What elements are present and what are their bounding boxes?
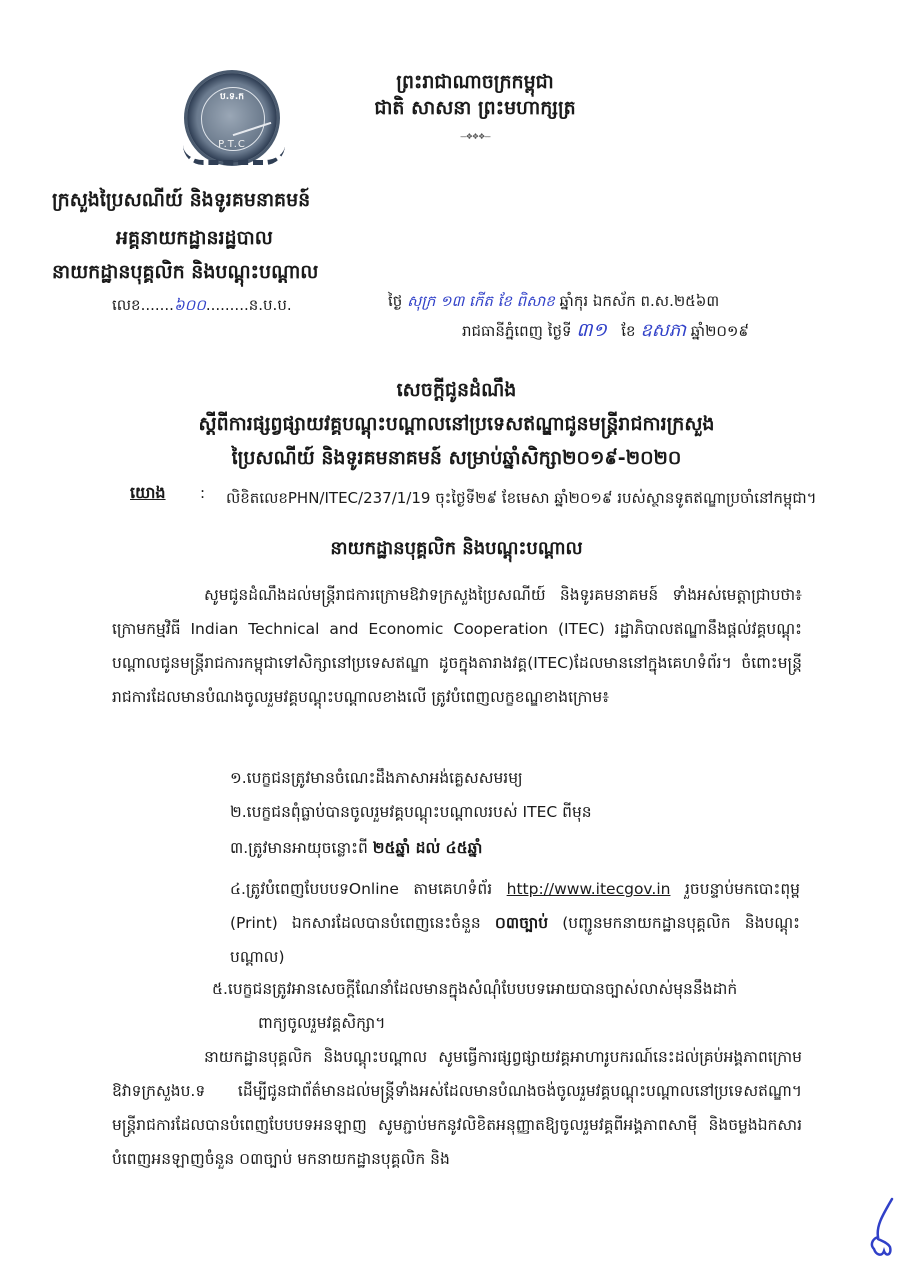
kingdom-motto-line2: ជាតិ សាសនា ព្រះមហាក្សត្រ [374, 97, 576, 119]
logo-bottom-text: P.T.C [218, 139, 246, 150]
logo-top-text: ប.ទ.ក [220, 92, 244, 102]
solar-month-handwritten: ឧសភា [640, 320, 687, 341]
notice-subject-line2: ប្រៃសណីយ៍ និងទូរគមនាគមន៍ សម្រាប់ឆ្នាំសិក្សា២០១៩-២០២០ [231, 447, 682, 469]
notice-subject-line1: ស្តីពីការផ្សព្វផ្សាយវគ្គបណ្តុះបណ្តាលនៅប្រទេសឥណ្ឌាជូនមន្ត្រីរាជការក្រសួង [198, 413, 715, 435]
gear-rim-icon [183, 145, 285, 165]
solar-date [462, 318, 749, 346]
solar-year: ឆ្នាំ២០១៩ [690, 322, 750, 340]
item3-age-range: ២៥ឆ្នាំ ដល់ ៤៥ឆ្នាំ [372, 839, 483, 857]
solar-month-label: ខែ [621, 322, 636, 340]
lightning-bolt-icon [233, 122, 272, 136]
solar-day-handwritten: ៣១ [576, 319, 607, 341]
ornament-divider: ---❖❖❖--- [460, 132, 490, 141]
lunar-date [388, 292, 719, 314]
lunar-prefix: ថ្ងៃ [388, 292, 403, 310]
item3-text: ៣.ត្រូវមានអាយុចន្លោះពី [230, 839, 373, 857]
requirement-item-4 [230, 872, 800, 974]
lunar-suffix: ឆ្នាំកុរ ឯកស័ក ព.ស.២៥៦៣ [559, 292, 720, 310]
issuer-directorate: អគ្គនាយកដ្ឋានរដ្ឋបាល [116, 227, 273, 249]
kingdom-motto-line1: ព្រះរាជាណាចក្រកម្ពុជា [396, 71, 554, 93]
ref-suffix: .........ន.ប.ប. [205, 296, 292, 314]
body-paragraph-2: នាយកដ្ឋានបុគ្គលិក និងបណ្តុះបណ្តាល សូមធ្វើការផ្សព្វផ្សាយវគ្គអាហារូបករណ៍នេះដល់គ្រប់អង្គភាពក្រោមឱវាទក្រសួងប.ទ ដើម្បីជូនជាព័ត៌មានដល់មន្ត្រីទាំងអស់ដែលមានបំណងចង់ចូលរួមវគ្គបណ្តុះបណ្តាលនៅប្រទេសឥណ្ឌា។ មន្ត្រីរាជការដែលបានបំពេញបែបបទអនឡាញ សូមភ្ជាប់មកនូវលិខិតអនុញ្ញាតឱ្យចូលរួមវគ្គពីអង្គភាពសាមុី និងចម្លងឯកសារបំពេញអនឡាញចំនួន ០៣ច្បាប់ មកនាយកដ្ឋានបុគ្គលិក និង [112, 1048, 802, 1168]
item4-text-before: ៤.ត្រូវបំពេញបែបបទOnline តាមគេហទំព័រ [230, 880, 507, 898]
requirement-item-1: ១.បេក្ខជនត្រូវមានចំណេះដឹងភាសាអង់គ្លេសសមរម្យ [230, 769, 523, 787]
item5-continuation: ពាក្យចូលរួមវគ្គសិក្សា។ [258, 1014, 386, 1032]
requirement-item-5 [212, 972, 802, 1040]
issuer-ministry: ក្រសួងប្រៃសណីយ៍ និងទូរគមនាគមន៍ [52, 189, 311, 211]
notice-title: សេចក្តីជូនដំណឹង [396, 379, 517, 401]
handwritten-initial-icon [862, 1195, 902, 1265]
ref-prefix: លេខ....... [112, 296, 174, 314]
lunar-handwritten: សុក្រ ១៣ កើត ខែ ពិសាខ [407, 292, 555, 310]
item4-text-middle: រួចបន្ទាប់មកបោះពុម្ព (Print) ឯកសារដែលបានបំពេញនេះចំនួន [230, 880, 801, 932]
recipient-heading: នាយកដ្ឋានបុគ្គលិក និងបណ្តុះបណ្តាល [330, 538, 583, 559]
reference-label: យោង [130, 483, 166, 502]
ministry-logo [184, 70, 280, 166]
reference-number [112, 296, 292, 318]
item4-text-after: (បញ្ជូនមកនាយកដ្ឋានបុគ្គលិក និងបណ្តុះបណ្តាល) [230, 914, 800, 966]
reference-colon: : [200, 484, 206, 502]
body-paragraph-1: សូមជូនដំណឹងដល់មន្ត្រីរាជការក្រោមឱវាទក្រសួងប្រៃសណីយ៍ និងទូរគមនាគមន៍ ទាំងអស់មេត្តាជ្រាបថា៖ ក្រោមកម្មវិធី Indian Technical and Economic Cooperation (ITEC) រដ្ឋាភិបាលឥណ្ឌានឹងផ្តល់វគ្គបណ្តុះបណ្តាលជូនមន្ត្រីរាជការកម្ពុជាទៅសិក្សានៅប្រទេសឥណ្ឌា ដូចក្នុងតារាងវគ្គ(ITEC)ដែលមាននៅក្នុងគេហទំព័រ។ ចំពោះមន្ត្រីរាជការដែលមានបំណងចូលរួមវគ្គបណ្តុះបណ្តាលខាងលើ ត្រូវបំពេញលក្ខខណ្ឌខាងក្រោម៖ [112, 586, 802, 706]
ref-number-handwritten: ៦០០ [173, 296, 206, 314]
requirement-item-2: ២.បេក្ខជនពុំធ្លាប់បានចូលរួមវគ្គបណ្តុះបណ្តាលរបស់ ITEC ពីមុន [230, 803, 592, 821]
requirement-item-3 [230, 838, 482, 861]
item4-copies: ០៣ច្បាប់ [494, 914, 549, 932]
issuer-department: នាយកដ្ឋានបុគ្គលិក និងបណ្តុះបណ្តាល [52, 261, 319, 283]
solar-prefix: រាជធានីភ្នំពេញ ថ្ងៃទី [462, 322, 572, 340]
reference-text: លិខិតលេខPHN/ITEC/237/1/19 ចុះថ្ងៃទី២៩ ខែមេសា ឆ្នាំ២០១៩ របស់ស្ថានទូតឥណ្ឌាប្រចាំនៅកម្ពុជា។ [226, 489, 817, 507]
item5-text: ៥.បេក្ខជនត្រូវអានសេចក្តីណែនាំដែលមានក្នុងសំណុំបែបបទអោយបានច្បាស់លាស់មុននឹងដាក់ [212, 980, 738, 998]
itec-website-link[interactable]: http://www.itecgov.in [506, 880, 671, 898]
